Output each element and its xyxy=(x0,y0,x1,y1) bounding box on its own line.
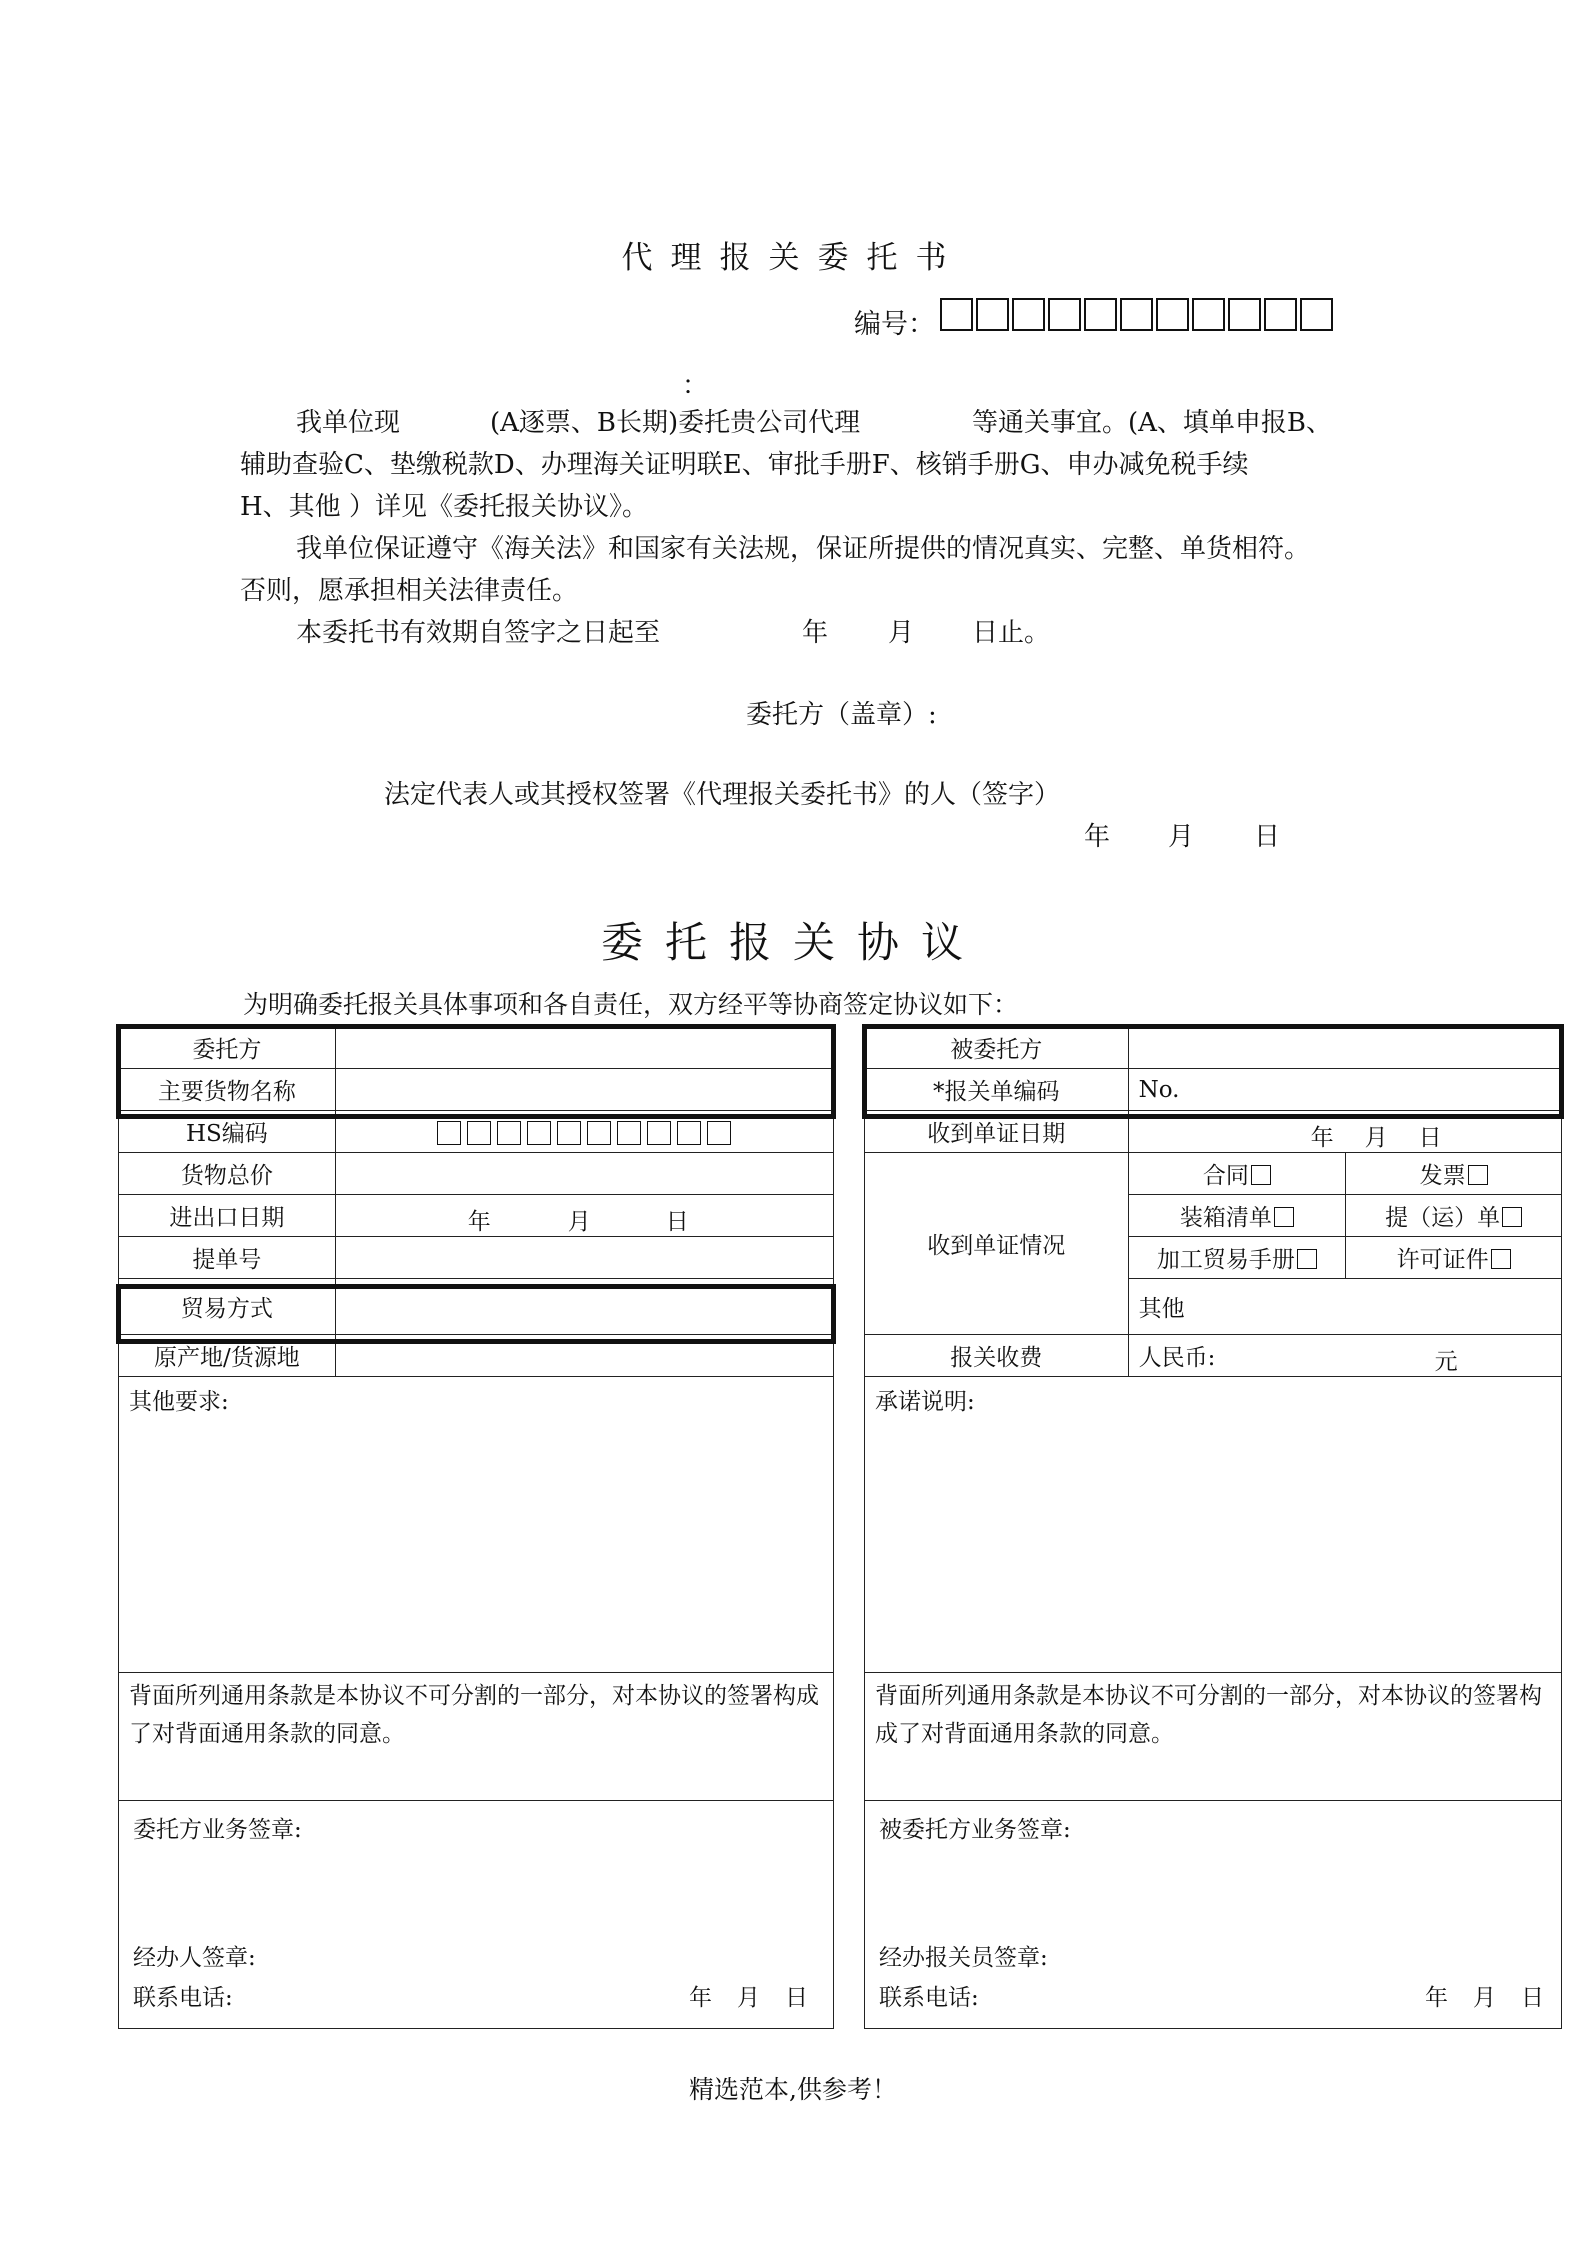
ie-month: 月 xyxy=(567,1209,591,1235)
trade-mode-label: 贸易方式 xyxy=(119,1279,336,1335)
ie-day: 日 xyxy=(665,1209,689,1235)
fee-label: 报关收费 xyxy=(865,1335,1129,1377)
principal-seal: 委托方（盖章）: xyxy=(746,700,937,730)
para3-day-end: 日止。 xyxy=(972,618,1051,648)
recv-date-field[interactable] xyxy=(1128,1111,1561,1153)
serial-boxes[interactable] xyxy=(940,298,1333,331)
agent-label: 被委托方 xyxy=(865,1027,1129,1069)
left-sign-cell[interactable] xyxy=(119,1801,834,2029)
contract-checkbox[interactable] xyxy=(1251,1165,1271,1185)
fee-field[interactable] xyxy=(1128,1335,1561,1377)
other-req-cell[interactable] xyxy=(119,1377,834,1673)
para1-line3: H、其他 ）详见《委托报关协议》。 xyxy=(240,492,648,522)
principal-field[interactable] xyxy=(335,1027,833,1069)
hs-code-boxes[interactable] xyxy=(335,1111,833,1153)
promise-cell[interactable] xyxy=(865,1377,1562,1673)
right-table xyxy=(864,1026,1562,2029)
bl-no-label: 提单号 xyxy=(119,1237,336,1279)
invoice-check[interactable] xyxy=(1346,1153,1562,1195)
para2-line1: 我单位保证遵守《海关法》和国家有关法规，保证所提供的情况真实、完整、单货相符。 xyxy=(296,534,1311,564)
other-req-label: 其他要求: xyxy=(129,1389,229,1415)
invoice-label: 发票 xyxy=(1419,1163,1466,1189)
recv-day: 日 xyxy=(1418,1125,1442,1151)
left-phone-label: 联系电话: xyxy=(133,1985,233,2011)
left-sign-label: 委托方业务签章: xyxy=(133,1817,302,1843)
other-docs-label: 其他 xyxy=(1138,1296,1185,1322)
recv-date-label: 收到单证日期 xyxy=(865,1111,1129,1153)
para3-text: 本委托书有效期自签字之日起至 xyxy=(296,618,661,648)
bill-checkbox[interactable] xyxy=(1502,1207,1522,1227)
right-sign-label: 被委托方业务签章: xyxy=(879,1817,1071,1843)
decl-no-label: *报关单编码 xyxy=(865,1069,1129,1111)
rmb-label: 人民币: xyxy=(1138,1345,1216,1371)
left-handler-label: 经办人签章: xyxy=(133,1945,256,1971)
license-check[interactable] xyxy=(1346,1237,1562,1279)
right-terms: 背面所列通用条款是本协议不可分割的一部分，对本协议的签署构成了对背面通用条款的同意。 xyxy=(865,1673,1562,1801)
total-value-field[interactable] xyxy=(335,1153,833,1195)
left-day: 日 xyxy=(785,1985,808,2011)
salutation-colon: ： xyxy=(682,371,709,401)
trade-mode-field[interactable] xyxy=(335,1279,833,1335)
letter-title: 代理报关委托书 xyxy=(621,240,965,276)
sign-month: 月 xyxy=(1168,822,1195,852)
para1-a: 我单位现 xyxy=(296,408,401,438)
hs-code-label: HS编码 xyxy=(119,1111,336,1153)
left-month: 月 xyxy=(737,1985,760,2011)
recv-status-label: 收到单证情况 xyxy=(865,1153,1129,1335)
para1-c: 等通关事宜。(A、填单申报B、 xyxy=(972,408,1333,438)
right-day: 日 xyxy=(1521,1985,1544,2011)
contract-label: 合同 xyxy=(1202,1163,1249,1189)
recv-year: 年 xyxy=(1310,1125,1334,1151)
goods-name-label: 主要货物名称 xyxy=(119,1069,336,1111)
origin-field[interactable] xyxy=(335,1335,833,1377)
total-value-label: 货物总价 xyxy=(119,1153,336,1195)
manual-checkbox[interactable] xyxy=(1297,1249,1317,1269)
left-year: 年 xyxy=(689,1985,712,2011)
serial-label: 编号： xyxy=(854,309,935,340)
ie-year: 年 xyxy=(467,1209,491,1235)
bl-no-field[interactable] xyxy=(335,1237,833,1279)
right-sign-cell[interactable] xyxy=(865,1801,1562,2029)
agent-field[interactable] xyxy=(1128,1027,1561,1069)
bill-check[interactable] xyxy=(1346,1195,1562,1237)
sign-year: 年 xyxy=(1084,822,1111,852)
left-terms: 背面所列通用条款是本协议不可分割的一部分，对本协议的签署构成了对背面通用条款的同意。 xyxy=(119,1673,834,1801)
license-label: 许可证件 xyxy=(1396,1247,1489,1273)
para3-year: 年 xyxy=(802,618,829,648)
packing-checkbox[interactable] xyxy=(1274,1207,1294,1227)
para3-month: 月 xyxy=(888,618,915,648)
packing-label: 装箱清单 xyxy=(1179,1205,1272,1231)
bill-label: 提（运）单 xyxy=(1385,1205,1501,1231)
right-year: 年 xyxy=(1425,1985,1448,2011)
para1-b: (A逐票、B长期)委托贵公司代理 xyxy=(490,408,861,438)
left-table xyxy=(118,1026,834,2029)
para2-line2: 否则，愿承担相关法律责任。 xyxy=(240,576,579,606)
ie-date-label: 进出口日期 xyxy=(119,1195,336,1237)
legal-rep: 法定代表人或其授权签署《代理报关委托书》的人（签字） xyxy=(384,780,1061,810)
principal-label: 委托方 xyxy=(119,1027,336,1069)
right-handler-label: 经办报关员签章: xyxy=(879,1945,1048,1971)
packing-check[interactable] xyxy=(1128,1195,1346,1237)
manual-label: 加工贸易手册 xyxy=(1156,1247,1295,1273)
right-month: 月 xyxy=(1473,1985,1496,2011)
contract-check[interactable] xyxy=(1128,1153,1346,1195)
manual-check[interactable] xyxy=(1128,1237,1346,1279)
footer-note: 精选范本,供参考！ xyxy=(689,2075,897,2104)
sign-day: 日 xyxy=(1254,822,1281,852)
ie-date-field[interactable] xyxy=(335,1195,833,1237)
agreement-intro: 为明确委托报关具体事项和各自责任，双方经平等协商签定协议如下： xyxy=(243,990,1019,1019)
para1-line2: 辅助查验C、垫缴税款D、办理海关证明联E、审批手册F、核销手册G、申办减免税手续 xyxy=(240,450,1249,480)
agreement-title: 委托报关协议 xyxy=(600,918,985,967)
promise-label: 承诺说明: xyxy=(875,1389,975,1415)
yuan-label: 元 xyxy=(1434,1349,1458,1375)
invoice-checkbox[interactable] xyxy=(1468,1165,1488,1185)
goods-name-field[interactable] xyxy=(335,1069,833,1111)
decl-no-field[interactable]: No. xyxy=(1128,1069,1561,1111)
other-docs-field[interactable] xyxy=(1128,1279,1561,1335)
origin-label: 原产地/货源地 xyxy=(119,1335,336,1377)
recv-month: 月 xyxy=(1364,1125,1388,1151)
license-checkbox[interactable] xyxy=(1491,1249,1511,1269)
right-phone-label: 联系电话: xyxy=(879,1985,979,2011)
